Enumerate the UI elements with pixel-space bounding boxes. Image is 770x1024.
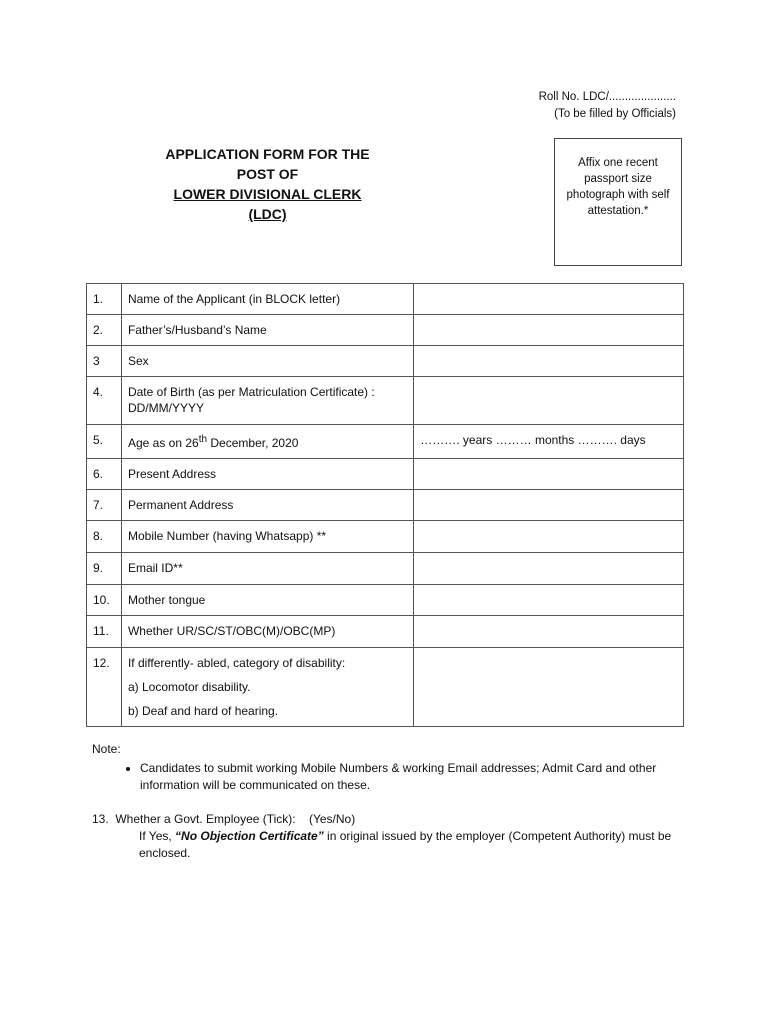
disability-option-b: b) Deaf and hard of hearing. <box>127 704 279 718</box>
noc-emphasis: “No Objection Certificate” <box>175 829 324 843</box>
present-address-field[interactable] <box>414 459 684 490</box>
row-label <box>121 648 413 727</box>
email-field[interactable] <box>414 553 684 585</box>
form-title-line1: APPLICATION FORM FOR THE POST OF <box>165 146 370 182</box>
row-label: Whether UR/SC/ST/OBC(M)/OBC(MP) <box>121 616 413 648</box>
age-field[interactable]: ………. years ……… months ………. days <box>414 425 684 459</box>
row-number: 11. <box>87 616 122 648</box>
sex-field[interactable] <box>414 346 684 377</box>
table-row <box>87 585 684 616</box>
row-number: 12. <box>87 648 122 727</box>
parent-name-field[interactable] <box>414 315 684 346</box>
roll-number: Roll No. LDC/..................... <box>538 91 676 103</box>
table-row <box>87 616 684 648</box>
table-row <box>87 425 684 459</box>
row-label: Father’s/Husband’s Name <box>121 315 413 346</box>
mother-tongue-field[interactable] <box>414 585 684 616</box>
row-label: Email ID** <box>121 553 413 585</box>
row-number: 4. <box>87 377 122 425</box>
category-field[interactable] <box>414 616 684 648</box>
disability-field[interactable] <box>414 648 684 727</box>
table-row <box>87 490 684 521</box>
row-label: Permanent Address <box>121 490 413 521</box>
disability-option-a: a) Locomotor disability. <box>127 680 251 694</box>
question-13: 13. Whether a Govt. Employee (Tick): (Yes/No) <box>92 812 356 826</box>
mobile-field[interactable] <box>414 521 684 553</box>
note-list <box>92 760 692 794</box>
table-row <box>87 315 684 346</box>
table-row <box>87 648 684 727</box>
age-label-sup: th <box>198 434 208 445</box>
row-number: 9. <box>87 553 122 585</box>
row-label: Date of Birth (as per Matriculation Certificate) : DD/MM/YYYY <box>121 377 413 425</box>
photo-instructions: Affix one recent passport size photograph with self attestation.* <box>566 157 670 217</box>
application-table <box>86 283 684 727</box>
row-number: 5. <box>87 425 122 459</box>
form-title <box>160 144 375 224</box>
row-label: Present Address <box>121 459 413 490</box>
row-label: Mobile Number (having Whatsapp) ** <box>121 521 413 553</box>
row-label <box>121 425 413 459</box>
table-row <box>87 459 684 490</box>
roll-number-note: (To be filled by Officials) <box>554 108 676 120</box>
photo-box <box>554 138 682 266</box>
table-row <box>87 553 684 585</box>
roll-number-block <box>539 89 676 123</box>
row-number: 7. <box>87 490 122 521</box>
table-row <box>87 377 684 425</box>
note-bullet: • Candidates to submit working Mobile Numbers & working Email addresses; Admit Card and other information will be communicated on these. <box>140 760 692 794</box>
age-label-post: December, 2020 <box>207 436 299 450</box>
table-row <box>87 346 684 377</box>
q13-if-yes: If Yes, <box>139 829 176 843</box>
row-number: 10. <box>87 585 122 616</box>
table-row <box>87 284 684 315</box>
row-label: Name of the Applicant (in BLOCK letter) <box>121 284 413 315</box>
table-row <box>87 521 684 553</box>
row-number: 3 <box>87 346 122 377</box>
q13-rest: in original issued by the employer (Competent Authority) must be enclosed. <box>139 829 672 860</box>
row-number: 1. <box>87 284 122 315</box>
dob-field[interactable] <box>414 377 684 425</box>
row-number: 6. <box>87 459 122 490</box>
row-number: 8. <box>87 521 122 553</box>
row-number: 2. <box>87 315 122 346</box>
form-title-line2: LOWER DIVISIONAL CLERK (LDC) <box>173 186 362 222</box>
row-label: Mother tongue <box>121 585 413 616</box>
question-13-detail <box>92 828 692 862</box>
note-heading: Note: <box>92 742 121 756</box>
notes-section <box>92 741 692 862</box>
row-label: Sex <box>121 346 413 377</box>
age-label-pre: Age as on 26 <box>127 436 199 450</box>
permanent-address-field[interactable] <box>414 490 684 521</box>
applicant-name-field[interactable] <box>414 284 684 315</box>
disability-label: If differently- abled, category of disability: <box>127 656 346 670</box>
